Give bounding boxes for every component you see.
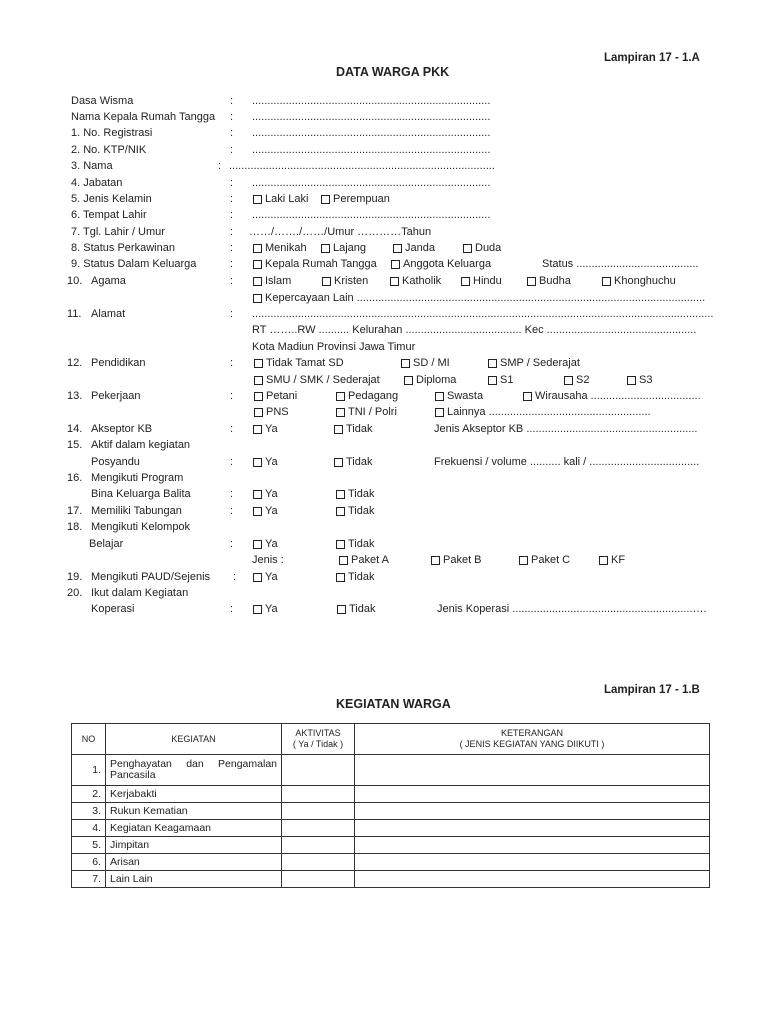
table-row [72,786,710,803]
checkbox-icon [253,540,262,549]
cell-keterangan[interactable] [355,786,710,803]
option-label: SMU / SMK / Sederajat [266,374,380,386]
cell-aktivitas[interactable] [282,755,355,786]
row-kegiatan: Arisan [106,854,282,871]
checkbox-diploma[interactable] [404,374,456,386]
checkbox-icon [336,540,345,549]
checkbox-smp[interactable] [488,357,580,369]
colon: : [230,193,234,205]
option-label: Perempuan [333,193,390,205]
checkbox-icon [253,260,262,269]
field-jenis-akseptor[interactable]: Jenis Akseptor KB ........................................................ [434,423,698,435]
colon: : [230,390,234,402]
label-koperasi-2: Koperasi [91,603,135,615]
label-koperasi-no: 20. [67,587,83,599]
option-label: Tidak [346,456,373,468]
option-label: Paket B [443,554,482,566]
option-label: Ya [265,423,278,435]
colon: : [230,423,234,435]
option-label: PNS [266,406,289,418]
label-keluarga: 9. Status Dalam Keluarga [71,258,197,270]
checkbox-icon [527,277,536,286]
checkbox-swasta[interactable] [435,390,483,402]
colon: : [230,488,234,500]
option-label: Menikah [265,242,307,254]
label-koperasi-1: Ikut dalam Kegiatan [91,587,189,599]
checkbox-icon [253,490,262,499]
colon: : [230,226,234,238]
label-paud-no: 19. [67,571,83,583]
option-label: Tidak [348,538,375,550]
option-label: S2 [576,374,590,386]
label-kelompok-no: 18. [67,521,83,533]
checkbox-icon [488,376,497,385]
header-no: NO [72,724,106,755]
field-kepala[interactable]: .............................................................................. [252,111,491,123]
option-label: S3 [639,374,653,386]
checkbox-kelompok-ya[interactable] [253,538,278,550]
row-kegiatan: Penghayatan dan Pengamalan Pancasila [106,755,282,786]
cell-keterangan[interactable] [355,837,710,854]
option-label: Lainnya ..................................................... [447,406,651,418]
checkbox-kepercayaan-lain[interactable] [253,292,705,304]
checkbox-icon [564,376,573,385]
label-tabungan-no: 17. [67,505,83,517]
checkbox-icon [339,556,348,565]
checkbox-icon [254,392,263,401]
checkbox-icon [391,260,400,269]
option-label: Anggota Keluarga [403,258,492,270]
checkbox-icon [253,458,262,467]
checkbox-sd-mi[interactable] [401,357,450,369]
checkbox-icon [461,277,470,286]
label-kelompok-1: Mengikuti Kelompok [91,521,191,533]
jenis-label: Jenis : [252,554,284,566]
checkbox-duda[interactable] [463,242,501,254]
field-nama[interactable]: ....................................................................................... [229,160,495,172]
label-kepala: Nama Kepala Rumah Tangga [71,111,216,123]
checkbox-kristen[interactable] [322,275,368,287]
table-row [72,820,710,837]
label-alamat: Alamat [91,308,126,320]
checkbox-khonghuchu[interactable] [602,275,676,287]
label-bkb-1: Mengikuti Program [91,472,184,484]
option-label: KF [611,554,626,566]
header-aktivitas [282,724,355,755]
colon: : [233,571,237,583]
checkbox-icon [254,376,263,385]
option-label: Islam [265,275,292,287]
row-kegiatan: Kegiatan Keagamaan [106,820,282,837]
colon: : [230,538,234,550]
colon: : [230,505,234,517]
option-label: Lajang [333,242,367,254]
row-kegiatan: Kerjabakti [106,786,282,803]
label-dasa-wisma: Dasa Wisma [71,95,134,107]
row-no: 7. [72,871,106,888]
option-label: S1 [500,374,514,386]
row-no: 6. [72,854,106,871]
checkbox-icon [253,573,262,582]
row-no: 5. [72,837,106,854]
checkbox-icon [253,294,262,303]
checkbox-s1[interactable] [488,374,513,386]
checkbox-icon [602,277,611,286]
header-kegiatan: KEGIATAN [106,724,282,755]
checkbox-icon [253,425,262,434]
checkbox-icon [336,507,345,516]
colon: : [218,160,222,172]
checkbox-icon [401,359,410,368]
checkbox-icon [334,458,343,467]
checkbox-paud-ya[interactable] [253,571,278,583]
checkbox-icon [463,244,472,253]
option-label: Tidak Tamat SD [266,357,344,369]
label-pendidikan-no: 12. [67,357,83,369]
checkbox-koperasi-tidak[interactable] [337,603,376,615]
alamat-kota: Kota Madiun Provinsi Jawa Timur [252,341,416,353]
label-agama-no: 10. [67,275,83,287]
label-tempat-lahir: 6. Tempat Lahir [71,209,147,221]
checkbox-budha[interactable] [527,275,571,287]
option-label: Ya [265,603,278,615]
cell-keterangan[interactable] [355,871,710,888]
checkbox-icon [523,392,532,401]
checkbox-koperasi-ya[interactable] [253,603,278,615]
option-label: Kristen [334,275,369,287]
option-label: Tidak [348,505,375,517]
lampiran-label-2: Lampiran 17 - 1.B [604,684,700,696]
cell-keterangan[interactable] [355,755,710,786]
label-bkb-no: 16. [67,472,83,484]
checkbox-icon [253,277,262,286]
colon: : [230,456,234,468]
checkbox-kf[interactable] [599,554,625,566]
checkbox-icon [334,425,343,434]
checkbox-kb-ya[interactable] [253,423,278,435]
header-aktivitas-line1: AKTIVITAS [295,728,341,738]
option-label: Ya [265,456,278,468]
cell-aktivitas[interactable] [282,871,355,888]
field-jenis-koperasi[interactable]: Jenis Koperasi ...........................................................…. [437,603,707,615]
row-no: 4. [72,820,106,837]
checkbox-wirausaha[interactable] [523,390,701,402]
checkbox-icon [599,556,608,565]
checkbox-posyandu-ya[interactable] [253,456,278,468]
row-kegiatan: Lain Lain [106,871,282,888]
option-label: Ya [265,488,278,500]
cell-aktivitas[interactable] [282,854,355,871]
option-label: Tidak [349,603,376,615]
cell-keterangan[interactable] [355,820,710,837]
label-kb-no: 14. [67,423,83,435]
checkbox-icon [321,244,330,253]
checkbox-pns[interactable] [254,406,289,418]
checkbox-icon [435,392,444,401]
header-aktivitas-line2: ( Ya / Tidak ) [292,739,344,749]
field-alamat[interactable]: ....................................................................................................................................................... [252,308,714,320]
label-paud: Mengikuti PAUD/Sejenis [91,571,211,583]
header-keterangan-line2: ( JENIS KEGIATAN YANG DIIKUTI ) [459,739,605,749]
colon: : [230,603,234,615]
colon: : [230,95,234,107]
option-label: Laki Laki [265,193,309,205]
label-jabatan: 4. Jabatan [71,177,123,189]
checkbox-janda[interactable] [393,242,435,254]
checkbox-icon [336,392,345,401]
row-no: 2. [72,786,106,803]
option-label: Tidak [348,488,375,500]
colon: : [230,275,234,287]
label-ktp: 2. No. KTP/NIK [71,144,147,156]
label-tgl-lahir: 7. Tgl. Lahir / Umur [71,226,165,238]
option-label: SD / MI [413,357,450,369]
label-pekerjaan: Pekerjaan [91,390,141,402]
field-rt-rw[interactable]: RT ……..RW .......... Kelurahan ...................................... Kec ................................................. [252,324,697,336]
field-tgl-lahir[interactable]: ……/……./……/Umur …………Tahun [249,226,432,238]
checkbox-kb-tidak[interactable] [334,423,373,435]
checkbox-tabungan-ya[interactable] [253,505,278,517]
label-posyandu-2: Posyandu [91,456,140,468]
checkbox-s3[interactable] [627,374,652,386]
label-nama: 3. Nama [71,160,113,172]
header-keterangan [355,724,710,755]
option-label: Kepercayaan Lain .................................................................................................................. [265,292,706,304]
checkbox-petani[interactable] [254,390,297,402]
colon: : [230,144,234,156]
colon: : [230,111,234,123]
checkbox-icon [321,195,330,204]
checkbox-paket-a[interactable] [339,554,389,566]
table-row [72,854,710,871]
option-label: Katholik [402,275,442,287]
option-label: Paket A [351,554,389,566]
checkbox-katholik[interactable] [390,275,441,287]
checkbox-icon [336,573,345,582]
colon: : [230,177,234,189]
option-label: Wirausaha .................................... [535,390,701,402]
field-ktp[interactable]: .............................................................................. [252,144,491,156]
row-no: 1. [72,755,106,786]
table-header-row [72,724,710,755]
label-kelompok-2: Belajar [89,538,124,550]
cell-keterangan[interactable] [355,854,710,871]
row-kegiatan: Rukun Kematian [106,803,282,820]
cell-keterangan[interactable] [355,803,710,820]
table-row [72,803,710,820]
checkbox-anggota-keluarga[interactable] [391,258,491,270]
row-no: 3. [72,803,106,820]
row-kegiatan: Jimpitan [106,837,282,854]
colon: : [230,357,234,369]
option-label: Ya [265,538,278,550]
colon: : [230,258,234,270]
label-perkawinan: 8. Status Perkawinan [71,242,175,254]
label-agama: Agama [91,275,126,287]
option-label: Duda [475,242,502,254]
checkbox-bkb-ya[interactable] [253,488,278,500]
checkbox-icon [253,244,262,253]
label-registrasi: 1. No. Registrasi [71,127,153,139]
checkbox-bkb-tidak[interactable] [336,488,375,500]
option-label: Janda [405,242,435,254]
kegiatan-title: KEGIATAN WARGA [336,697,451,711]
checkbox-icon [393,244,402,253]
checkbox-lajang[interactable] [321,242,366,254]
label-tabungan: Memiliki Tabungan [91,505,182,517]
checkbox-menikah[interactable] [253,242,307,254]
checkbox-icon [336,490,345,499]
cell-aktivitas[interactable] [282,820,355,837]
checkbox-pedagang[interactable] [336,390,398,402]
checkbox-laki-laki[interactable] [253,193,308,205]
checkbox-icon [253,605,262,614]
option-label: Pedagang [348,390,399,402]
checkbox-paket-c[interactable] [519,554,570,566]
label-alamat-no: 11. [67,308,82,320]
option-label: Petani [266,390,298,402]
field-dasa-wisma[interactable]: .............................................................................. [252,95,491,107]
field-frekuensi[interactable]: Frekuensi / volume .......... kali / .................................... [434,456,700,468]
kegiatan-table [71,723,710,888]
label-kb: Akseptor KB [91,423,153,435]
checkbox-tabungan-tidak[interactable] [336,505,375,517]
checkbox-icon [336,408,345,417]
checkbox-tidak-tamat-sd[interactable] [254,357,344,369]
cell-aktivitas[interactable] [282,837,355,854]
checkbox-icon [488,359,497,368]
option-label: Tidak [348,571,375,583]
table-row [72,755,710,786]
lampiran-label: Lampiran 17 - 1.A [604,52,700,64]
option-label: SMP / Sederajat [500,357,580,369]
table-row [72,837,710,854]
option-label: Kepala Rumah Tangga [265,258,377,270]
option-label: Ya [265,505,278,517]
checkbox-posyandu-tidak[interactable] [334,456,373,468]
option-label: TNI / Polri [348,406,397,418]
option-label: Swasta [447,390,484,402]
colon: : [230,127,234,139]
form-title: DATA WARGA PKK [336,65,450,79]
checkbox-icon [253,507,262,516]
label-pekerjaan-no: 13. [67,390,83,402]
option-label: Budha [539,275,571,287]
checkbox-islam[interactable] [253,275,291,287]
checkbox-icon [322,277,331,286]
checkbox-paud-tidak[interactable] [336,571,375,583]
field-status[interactable]: Status ........................................ [542,258,699,270]
option-label: Ya [265,571,278,583]
checkbox-icon [254,359,263,368]
option-label: Tidak [346,423,373,435]
checkbox-smu-smk[interactable] [254,374,380,386]
colon: : [230,209,234,221]
header-keterangan-line1: KETERANGAN [500,728,563,738]
checkbox-icon [254,408,263,417]
checkbox-lainnya[interactable] [435,406,651,418]
label-bkb-2: Bina Keluarga Balita [91,488,191,500]
checkbox-icon [253,195,262,204]
checkbox-kelompok-tidak[interactable] [336,538,375,550]
checkbox-icon [627,376,636,385]
checkbox-icon [390,277,399,286]
checkbox-perempuan[interactable] [321,193,390,205]
checkbox-hindu[interactable] [461,275,502,287]
checkbox-tni-polri[interactable] [336,406,397,418]
option-label: Diploma [416,374,457,386]
checkbox-s2[interactable] [564,374,589,386]
label-pendidikan: Pendidikan [91,357,146,369]
checkbox-icon [404,376,413,385]
cell-aktivitas[interactable] [282,786,355,803]
field-tempat-lahir[interactable]: .............................................................................. [252,209,491,221]
field-registrasi[interactable]: .............................................................................. [252,127,491,139]
checkbox-icon [435,408,444,417]
checkbox-kepala-rumah-tangga[interactable] [253,258,377,270]
table-row [72,871,710,888]
checkbox-icon [431,556,440,565]
label-kelamin: 5. Jenis Kelamin [71,193,152,205]
checkbox-icon [519,556,528,565]
checkbox-icon [337,605,346,614]
option-label: Hindu [473,275,502,287]
cell-aktivitas[interactable] [282,803,355,820]
colon: : [230,242,234,254]
label-posyandu-1: Aktif dalam kegiatan [91,439,191,451]
option-label: Paket C [531,554,571,566]
checkbox-paket-b[interactable] [431,554,482,566]
colon: : [230,308,234,320]
field-jabatan[interactable]: .............................................................................. [252,177,491,189]
option-label: Khonghuchu [614,275,676,287]
label-posyandu-no: 15. [67,439,83,451]
